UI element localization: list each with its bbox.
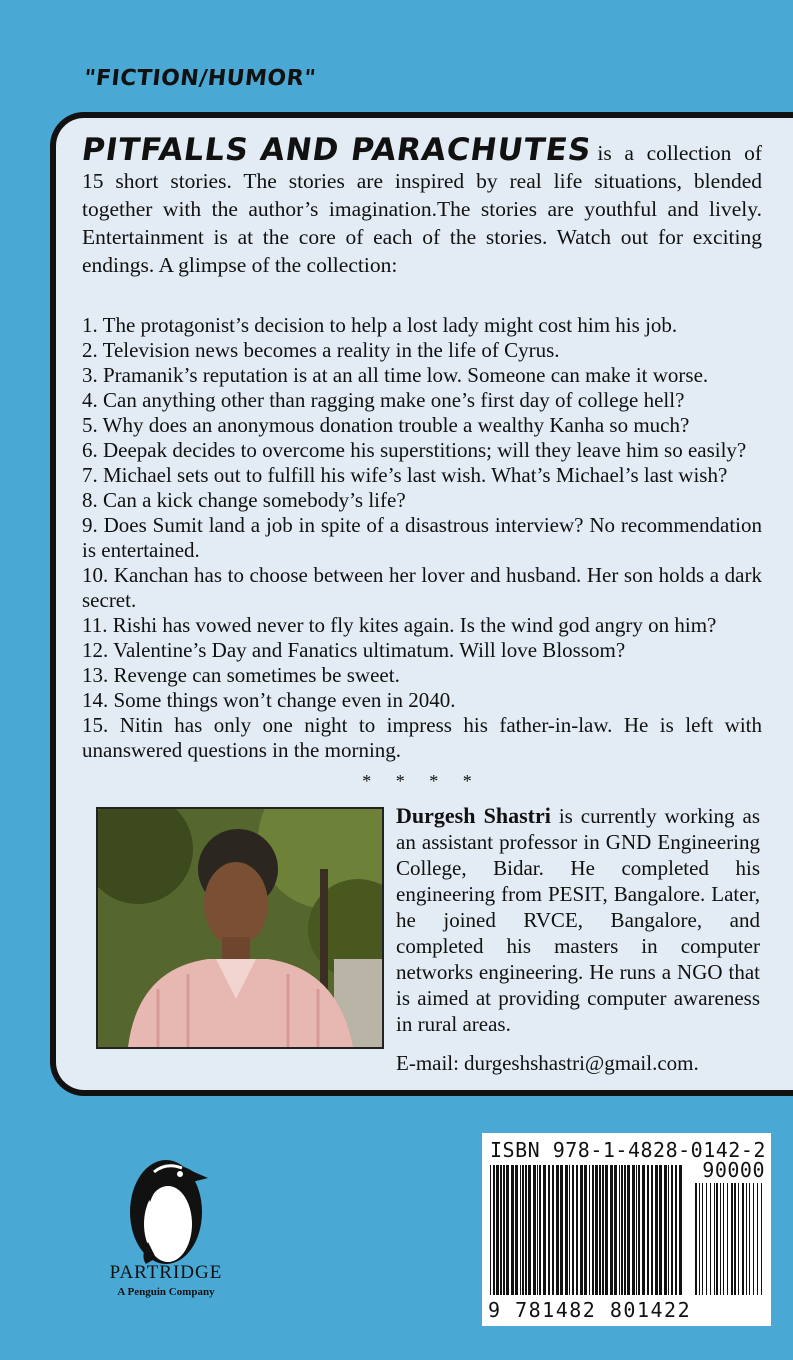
barcode-bar (671, 1165, 673, 1295)
barcode-bar (528, 1165, 531, 1295)
story-item: 11. Rishi has vowed never to fly kites again. Is the wind god angry on him? (82, 613, 717, 637)
barcode-bar (642, 1165, 645, 1295)
barcode-addon-bar (695, 1183, 697, 1295)
barcode-bar (503, 1165, 505, 1295)
author-section (82, 793, 762, 1113)
barcode-addon-bar (720, 1183, 721, 1295)
barcode-bar (565, 1165, 568, 1295)
barcode-block (482, 1133, 771, 1326)
ean-digits: 9 781482 801422 (488, 1298, 695, 1322)
barcode-bar (543, 1165, 546, 1295)
barcode-bar (584, 1165, 587, 1295)
barcode-bar (539, 1165, 541, 1295)
barcode-bar (664, 1165, 667, 1295)
story-item: 5. Why does an anonymous donation trouble a wealthy Kanha so much? (82, 413, 690, 437)
barcode-bar (525, 1165, 527, 1295)
barcode-bar (548, 1165, 550, 1295)
barcode-bar (552, 1165, 554, 1295)
story-item: 7. Michael sets out to fulfill his wife’s last wish. What’s Michael’s last wish? (82, 463, 728, 487)
email-address: durgeshshastri@gmail.com. (463, 1051, 699, 1075)
barcode-addon-bar (746, 1183, 747, 1295)
barcode-bar (655, 1165, 658, 1295)
intro-paragraph (79, 132, 762, 279)
book-title: PITFALLS AND PARACHUTES (79, 132, 594, 168)
barcode-bar (668, 1165, 669, 1295)
barcode-addon-bar (723, 1183, 724, 1295)
barcode-addon-bar (699, 1183, 700, 1295)
barcode-addon-bar (734, 1183, 736, 1295)
publisher-tagline: A Penguin Company (117, 1286, 215, 1298)
barcode-addon-bar (742, 1183, 744, 1295)
intro-text: is a collection of 15 short stories. The stories are inspired by real life situations, blended together with the author’s imagination.The stories are youthful and lively. Entertainment is at the core of each of the stories. Watch out for exciting endings. A glimpse of the collection: (82, 141, 762, 277)
barcode-bar (602, 1165, 604, 1295)
barcode-bar (624, 1165, 626, 1295)
barcode-bar (592, 1165, 594, 1295)
barcode-bar (533, 1165, 536, 1295)
author-bio-text: is currently working as an assistant professor in GND Engineering College, Bidar. He completed his engineering from PESIT, Bangalore. Later, he joined RVCE, Bangalore, and completed his masters in computer networks engineering. He runs a NGO that is aimed at providing computer awareness in rural areas. (396, 804, 760, 1036)
barcode-bar (632, 1165, 635, 1295)
barcode-bar (599, 1165, 601, 1295)
barcode-bar (610, 1165, 613, 1295)
barcode-bar (675, 1165, 677, 1295)
barcode-addon-bar (738, 1183, 739, 1295)
author-email (396, 1051, 699, 1076)
barcode-bar (580, 1165, 583, 1295)
barcode-bar (515, 1165, 518, 1295)
barcode-bar (621, 1165, 623, 1295)
barcode-bar (569, 1165, 570, 1295)
barcode-addon-bar (749, 1183, 750, 1295)
story-item: 3. Pramanik’s reputation is at an all time low. Someone can make it worse. (82, 363, 709, 387)
barcode-bar (659, 1165, 662, 1295)
barcode-bar (556, 1165, 559, 1295)
barcode-addon-bar (757, 1183, 758, 1295)
barcode-addon-bar (706, 1183, 707, 1295)
barcode-addon-bar (702, 1183, 703, 1295)
section-separator: * * * * (362, 771, 482, 791)
price-code: 90000 (702, 1158, 765, 1182)
barcode-addon-bar (727, 1183, 728, 1295)
barcode-bar (595, 1165, 598, 1295)
barcode-bar (560, 1165, 563, 1295)
barcode-bar (500, 1165, 502, 1295)
isbn-text: ISBN 978-1-4828-0142-2 (490, 1138, 766, 1162)
barcode-bar (537, 1165, 538, 1295)
barcode-bar (496, 1165, 499, 1295)
story-item: 10. Kanchan has to choose between her lover and husband. Her son holds a dark secret. (82, 563, 762, 612)
author-name: Durgesh Shastri (396, 803, 551, 828)
barcode-icon (490, 1165, 765, 1315)
story-item: 9. Does Sumit land a job in spite of a disastrous interview? No recommendation is entertained. (82, 513, 762, 562)
barcode-bar (576, 1165, 578, 1295)
story-item: 15. Nitin has only one night to impress his father-in-law. He is left with unanswered questions in the morning. (82, 713, 762, 762)
barcode-bar (619, 1165, 620, 1295)
story-item: 2. Television news becomes a reality in the life of Cyrus. (82, 338, 560, 362)
story-item: 8. Can a kick change somebody’s life? (82, 488, 406, 512)
barcode-bar (605, 1165, 608, 1295)
panel-content (79, 132, 762, 1113)
author-photo-illustration (98, 809, 382, 1047)
barcode-bar (647, 1165, 649, 1295)
barcode-bar (511, 1165, 514, 1295)
barcode-addon-bar (753, 1183, 754, 1295)
barcode-addon-bar (714, 1183, 715, 1295)
barcode-bar (651, 1165, 653, 1295)
barcode-bar (572, 1165, 574, 1295)
story-list (82, 313, 762, 763)
genre-label: "FICTION/HUMOR" (82, 66, 318, 91)
barcode-bar (679, 1165, 682, 1295)
story-item: 14. Some things won’t change even in 2040. (82, 688, 456, 712)
story-item: 6. Deepak decides to overcome his superstitions; will they leave him so easily? (82, 438, 747, 462)
description-panel (50, 112, 793, 1096)
publisher-name: PARTRIDGE (109, 1262, 223, 1283)
barcode-addon-bar (761, 1183, 762, 1295)
email-label: E-mail: (396, 1051, 459, 1075)
barcode-bar (638, 1165, 640, 1295)
barcode-addon-bar (731, 1183, 733, 1295)
story-item: 12. Valentine’s Day and Fanatics ultimatum. Will love Blossom? (82, 638, 626, 662)
barcode-bar (614, 1165, 617, 1295)
barcode-bar (627, 1165, 630, 1295)
barcode-bar (520, 1165, 521, 1295)
barcode-addon-bar (710, 1183, 711, 1295)
barcode-bar (636, 1165, 637, 1295)
barcode-bar (589, 1165, 590, 1295)
author-bio (396, 803, 760, 1037)
barcode-addon-bar (716, 1183, 718, 1295)
barcode-bar (522, 1165, 524, 1295)
barcode-bar (490, 1165, 491, 1295)
story-item: 13. Revenge can sometimes be sweet. (82, 663, 400, 687)
author-photo (96, 807, 384, 1049)
story-item: 1. The protagonist’s decision to help a lost lady might cost him his job. (82, 313, 678, 337)
barcode-bar (493, 1165, 495, 1295)
barcode-bar (506, 1165, 509, 1295)
story-item: 4. Can anything other than ragging make one’s first day of college hell? (82, 388, 685, 412)
